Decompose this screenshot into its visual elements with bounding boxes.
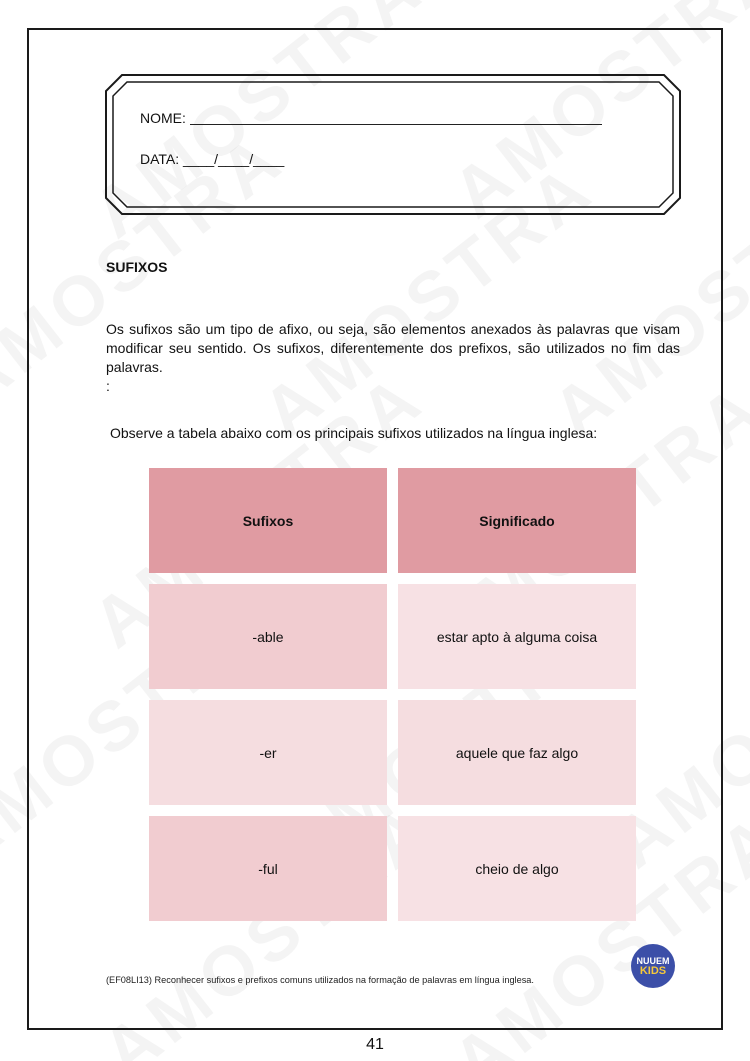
table-cell-meaning: aquele que faz algo — [398, 700, 636, 805]
logo-line1: NUUEM — [636, 956, 670, 966]
section-title: SUFIXOS — [106, 259, 168, 275]
instruction-text: Observe a tabela abaixo com os principais sufixos utilizados na língua inglesa: — [110, 425, 598, 441]
table-cell-suffix: -ful — [149, 816, 387, 921]
header-frame — [104, 73, 682, 216]
intro-colon: : — [106, 378, 110, 394]
intro-text: Os sufixos são um tipo de afixo, ou seja, são elementos anexados às palavras que visam modificar seu sentido. Os sufixos, diferentemente dos prefixos, são utilizados no fim das palavras. — [106, 321, 680, 375]
name-field-line[interactable] — [190, 124, 602, 125]
date-field-label: DATA: ____/____/____ — [140, 151, 285, 167]
name-field-label: NOME: — [140, 110, 186, 126]
publisher-logo — [631, 944, 675, 988]
table-header-suffix: Sufixos — [149, 468, 387, 573]
table-cell-meaning: cheio de algo — [398, 816, 636, 921]
footnote: (EF08LI13) Reconhecer sufixos e prefixos comuns utilizados na formação de palavras em língua inglesa. — [106, 975, 534, 985]
table-cell-suffix: -er — [149, 700, 387, 805]
table-cell-suffix: -able — [149, 584, 387, 689]
table-cell-meaning: estar apto à alguma coisa — [398, 584, 636, 689]
page-number: 41 — [366, 1036, 384, 1053]
header-frame-outline — [104, 73, 682, 216]
table-header-meaning: Significado — [398, 468, 636, 573]
logo-line2: KIDS — [639, 965, 667, 977]
intro-paragraph — [106, 320, 680, 396]
